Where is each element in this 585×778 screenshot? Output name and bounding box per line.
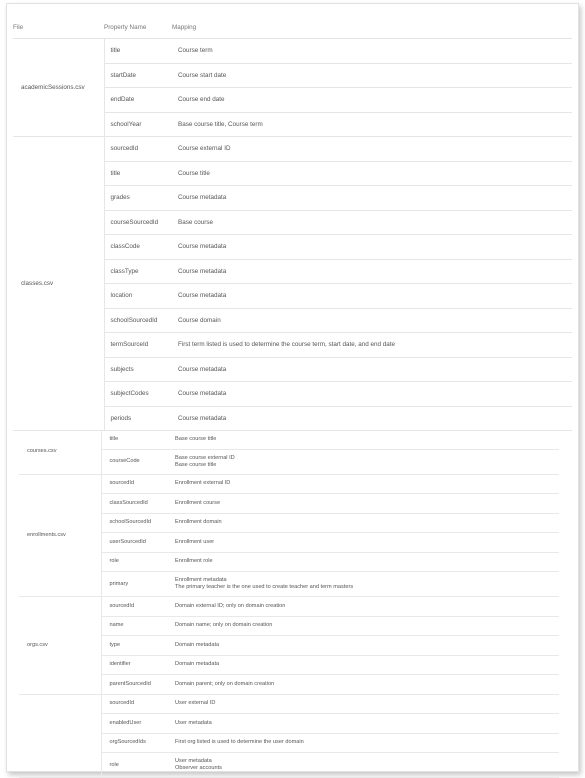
property-name-cell: courseCode [101,449,169,474]
mapping-column-header: Mapping [172,16,572,39]
property-name-cell: name [101,616,169,636]
mapping-line: Observer accounts [175,765,222,771]
mapping-line: Domain metadata [175,641,220,648]
table-row [13,39,572,64]
property-name-cell: sourcedId [101,694,169,714]
mapping-cell [169,733,559,753]
mapping-cell [169,616,559,636]
mapping-line: Enrollment external ID [175,480,231,487]
mapping-cell [169,494,559,514]
mapping-cell: Course metadata [172,284,572,309]
document-page [6,3,579,772]
file-name-cell: classes.csv [13,137,104,431]
table-row [19,430,559,449]
property-name-cell: parentSourcedId [101,675,169,695]
mapping-cell: Course external ID [172,137,572,162]
property-name-cell: orgSourcedIds [101,733,169,753]
mapping-line: User metadata [175,719,212,726]
property-name-cell: termSourceId [104,333,172,358]
mapping-cell: Course start date [172,63,572,88]
mapping-line: Domain parent; only on domain creation [175,680,275,687]
property-name-cell: subjects [104,357,172,382]
table-row [13,137,572,162]
property-name-cell: classType [104,259,172,284]
mapping-cell [169,474,559,494]
property-name-cell: sourcedId [104,137,172,162]
mapping-cell: Base course [172,210,572,235]
property-name-cell: periods [104,406,172,431]
property-name-cell: startDate [104,63,172,88]
mapping-cell: Course metadata [172,357,572,382]
mapping-cell [169,675,559,695]
property-name-cell: title [104,161,172,186]
mapping-line: Domain external ID; only on domain creation [175,602,286,609]
property-name-cell: sourcedId [101,474,169,494]
property-name-cell: schoolYear [104,112,172,137]
mapping-cell [169,449,559,474]
property-name-cell: type [101,636,169,656]
mapping-cell [169,636,559,656]
property-name-cell: enabledUser [101,714,169,734]
table-row [19,597,559,617]
mapping-cell: Course metadata [172,259,572,284]
mapping-line: Enrollment user [175,538,215,545]
property-name-cell: title [104,39,172,64]
mapping-cell: First term listed is used to determine the course term, start date, and end date [172,333,572,358]
mapping-cell: Course term [172,39,572,64]
mapping-line: User metadata [175,758,212,764]
property-column-header: Property Name [104,16,172,39]
mapping-cell: Course metadata [172,186,572,211]
property-name-cell: classSourcedId [101,494,169,514]
mapping-line: Base course external ID [175,454,235,461]
mapping-cell [169,533,559,553]
mapping-line: Base course title [175,435,217,442]
mapping-cell [169,714,559,734]
property-name-cell: endDate [104,88,172,113]
table-row [19,694,559,714]
mapping-cell: Course domain [172,308,572,333]
mapping-table-upper [13,16,572,431]
property-name-cell: userSourcedId [101,533,169,553]
mapping-line: Base course title [175,461,217,468]
mapping-line: Enrollment course [175,499,221,506]
mapping-cell: Course metadata [172,406,572,431]
mapping-cell [169,513,559,533]
mapping-cell: Course metadata [172,382,572,407]
property-name-cell: classCode [104,235,172,260]
property-name-cell: location [104,284,172,309]
property-name-cell: title [101,430,169,449]
mapping-table-lower [19,430,559,778]
mapping-cell: Course title [172,161,572,186]
mapping-line: Enrollment metadata [175,577,227,583]
table-header-row [13,16,572,39]
property-name-cell: primary [101,572,169,597]
mapping-line: Domain name; only on domain creation [175,622,273,629]
file-name-cell: academicSessions.csv [13,39,104,137]
property-name-cell: identifier [101,655,169,675]
mapping-cell: Course end date [172,88,572,113]
mapping-cell [169,655,559,675]
mapping-line: Domain metadata [175,661,220,668]
mapping-cell [169,572,559,597]
property-name-cell: role [101,552,169,572]
property-name-cell: role [101,753,169,778]
mapping-line: First org listed is used to determine the user domain [175,739,304,746]
mapping-cell [169,597,559,617]
property-name-cell: schoolSourcedId [104,308,172,333]
mapping-line: The primary teacher is the one used to create teacher and term masters [175,584,354,590]
mapping-line: Enrollment role [175,558,213,565]
property-name-cell: subjectCodes [104,382,172,407]
mapping-cell: Course metadata [172,235,572,260]
mapping-cell [169,753,559,778]
mapping-cell [169,552,559,572]
file-column-header: File [13,16,104,39]
mapping-cell: Base course title, Course term [172,112,572,137]
property-name-cell: sourcedId [101,597,169,617]
property-name-cell: grades [104,186,172,211]
mapping-line: Enrollment domain [175,519,222,526]
file-name-cell: enrollments.csv [19,474,101,597]
file-name-cell: courses.csv [19,430,101,474]
file-name-cell [19,694,101,778]
mapping-cell [169,430,559,449]
property-name-cell: schoolSourcedId [101,513,169,533]
mapping-line: User external ID [175,700,216,707]
file-name-cell: orgs.csv [19,597,101,695]
mapping-cell [169,694,559,714]
property-name-cell: courseSourcedId [104,210,172,235]
table-row [19,474,559,494]
